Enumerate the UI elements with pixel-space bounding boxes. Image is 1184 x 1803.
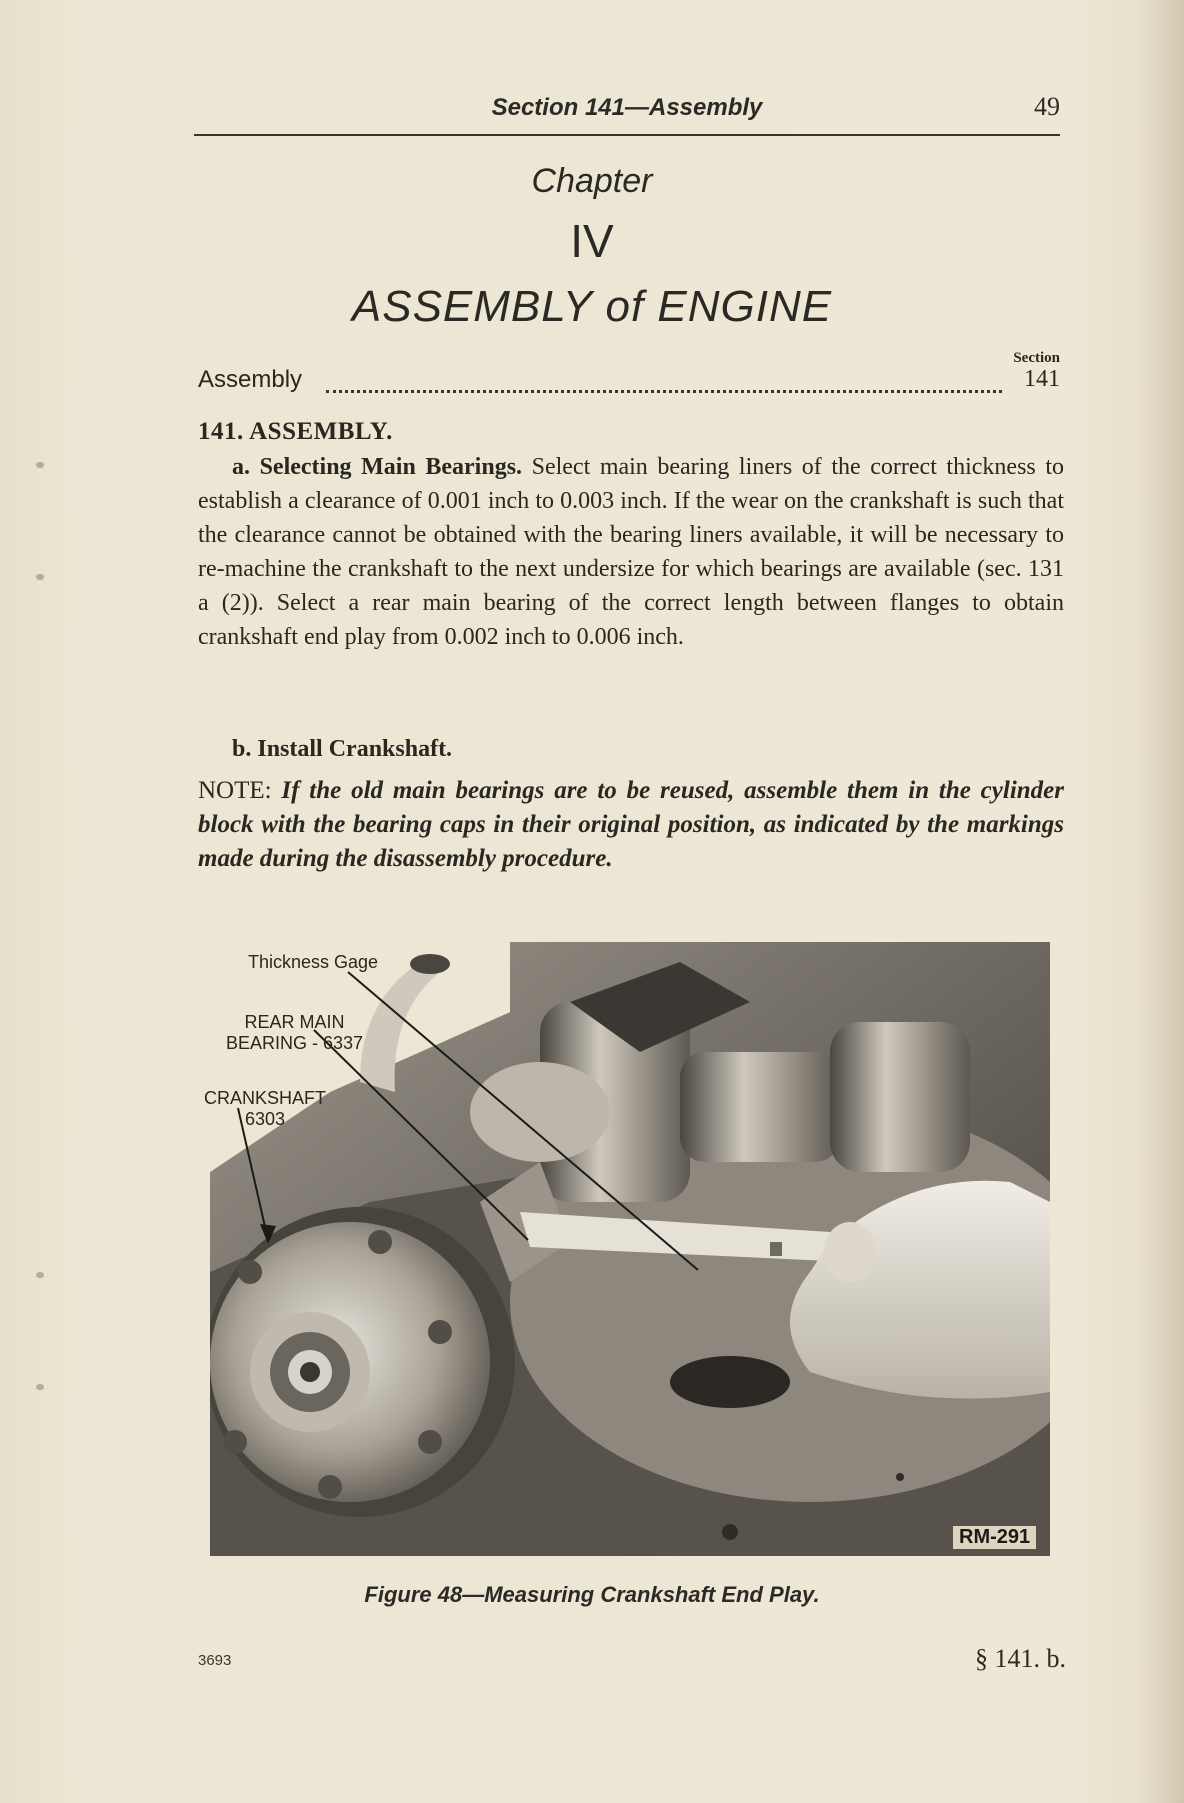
section-heading: 141. ASSEMBLY. [198, 418, 393, 445]
paragraph-a-body: Select main bearing liners of the correct thickness to establish a clearance of 0.001 inch to 0.003 inch. If the wear on the crankshaft is such that the clearance cannot be obtained with the bearing liners available, it will be necessary to re-machine the crankshaft to the next undersize for which bearings are available (sec. 131 a (2)). Select a rear main bearing of the correct length between flanges to obtain crankshaft end play from 0.002 inch to 0.006 inch. [198, 454, 1064, 650]
paragraph-a-lead: a. Selecting Main Bearings. [232, 454, 523, 480]
callout-crankshaft [204, 1088, 326, 1130]
figure-48 [198, 940, 1050, 1560]
callout-crankshaft-line1: CRANKSHAFT [204, 1088, 327, 1108]
chapter-title: ASSEMBLY of ENGINE [351, 282, 833, 331]
footer-reference: § 141. b. [975, 1644, 1066, 1673]
binding-mark [36, 462, 44, 468]
chapter-label: Chapter [531, 162, 653, 200]
note [198, 774, 1064, 876]
header-rule [194, 134, 1060, 136]
paragraph-a [198, 450, 1064, 654]
callout-thickness-gage: Thickness Gage [248, 952, 379, 972]
page-header [194, 94, 1060, 138]
page-number: 49 [1034, 92, 1060, 121]
binding-mark [36, 574, 44, 580]
note-body: If the old main bearings are to be reused, assemble them in the cylinder block with the bearing caps in their original position, as indicated by the markings made during the disassembly procedure. [198, 777, 1064, 872]
chapter-number: IV [570, 215, 614, 267]
page-edge-shadow [1138, 0, 1184, 1803]
paragraph-b-heading: b. Install Crankshaft. [232, 736, 453, 762]
toc-row [198, 366, 1060, 400]
callout-rear-main-bearing-line1: REAR MAIN [244, 1012, 345, 1032]
callout-rear-main-bearing [226, 1012, 363, 1054]
binding-mark [36, 1272, 44, 1278]
arrowhead-icon [260, 1224, 276, 1244]
binding-mark [36, 1384, 44, 1390]
toc-column-head: Section [1013, 350, 1060, 366]
toc-leader-dots [326, 376, 1002, 393]
note-label: NOTE: [198, 777, 272, 804]
toc-section-number: 141 [1024, 366, 1060, 392]
footer-code: 3693 [198, 1652, 232, 1669]
toc-label: Assembly [198, 366, 303, 393]
figure-caption: Figure 48—Measuring Crankshaft End Play. [364, 1582, 820, 1607]
leader-thickness-gage [348, 972, 698, 1270]
callout-rear-main-bearing-line2: BEARING - 6337 [226, 1033, 364, 1053]
running-title: Section 141—Assembly [491, 94, 763, 121]
callout-crankshaft-line2: 6303 [244, 1109, 286, 1129]
leader-rear-main-bearing [314, 1030, 528, 1240]
figure-tag: RM-291 [953, 1526, 1036, 1549]
